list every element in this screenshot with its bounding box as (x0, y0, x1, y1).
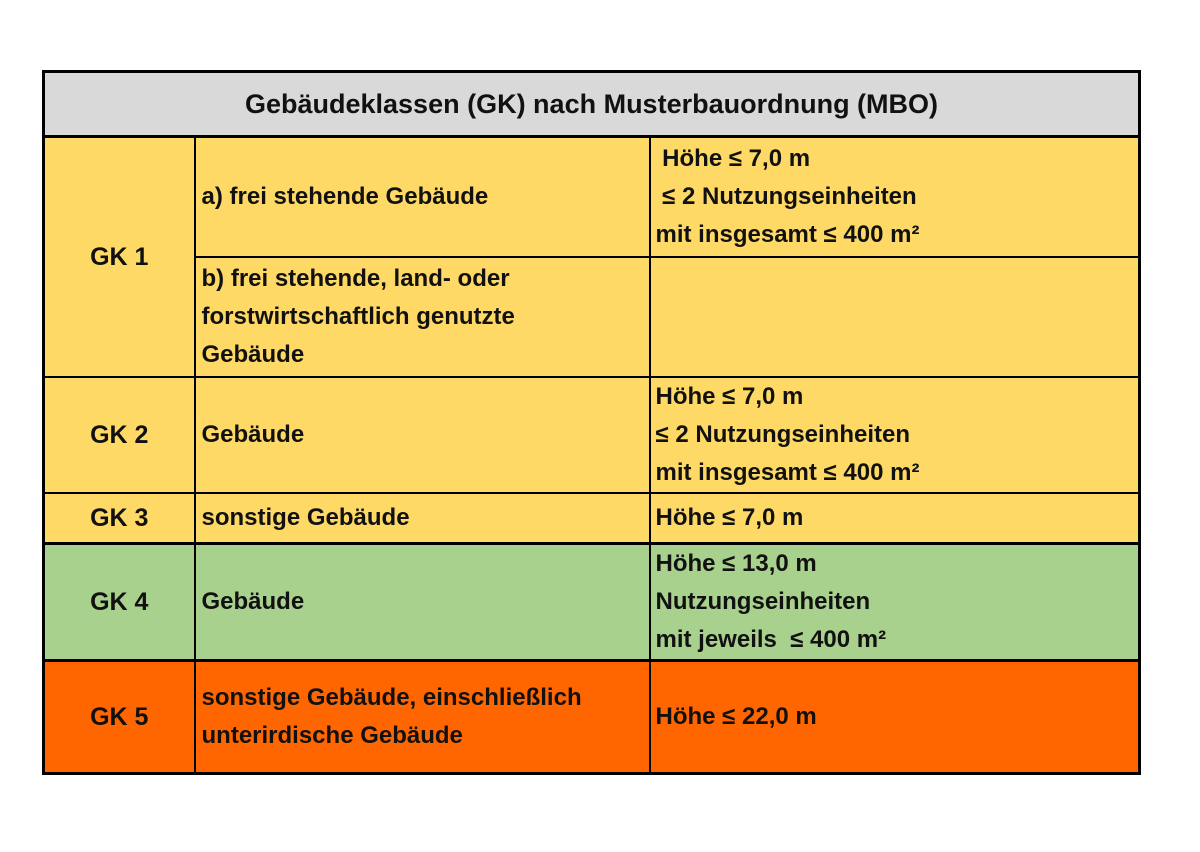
gk1-b-building-line: b) frei stehende, land- oder (201, 264, 510, 292)
gk4-req-area: mit jeweils ≤ 400 m² (655, 626, 887, 653)
gk1-b-requirements (650, 257, 1140, 377)
gk4-req-height: Höhe ≤ 13,0 m (655, 550, 817, 577)
gk2-req-height: Höhe ≤ 7,0 m (655, 382, 804, 410)
building-class-table (42, 70, 1141, 775)
gk3-building: sonstige Gebäude (195, 493, 650, 544)
gk5-label: GK 5 (44, 661, 195, 774)
gk4-label: GK 4 (44, 544, 195, 661)
gk1-a-building: a) frei stehende Gebäude (195, 137, 650, 257)
gk4-requirements (650, 544, 1140, 661)
table-title: Gebäudeklassen (GK) nach Musterbauordnung (MBO) (44, 72, 1140, 137)
gk5-building (195, 661, 650, 774)
gk1-label: GK 1 (44, 137, 195, 377)
gk4-building: Gebäude (195, 544, 650, 661)
gk1-req-height: Höhe ≤ 7,0 m (655, 144, 811, 172)
gk1-row-a (44, 137, 1140, 257)
gk2-requirements (650, 377, 1140, 493)
gk4-row (44, 544, 1140, 661)
gk2-row (44, 377, 1140, 493)
gk2-label: GK 2 (44, 377, 195, 493)
gk1-b-building-line: forstwirtschaftlich genutzte (201, 302, 515, 330)
gk1-row-b (44, 257, 1140, 377)
gk1-b-building (195, 257, 650, 377)
gk3-requirements: Höhe ≤ 7,0 m (650, 493, 1140, 544)
gk2-req-area: mit insgesamt ≤ 400 m² (655, 458, 920, 486)
gk5-requirements: Höhe ≤ 22,0 m (650, 661, 1140, 774)
gk5-row (44, 661, 1140, 774)
gk5-building-line: sonstige Gebäude, einschließlich (201, 684, 582, 711)
gk5-building-line: unterirdische Gebäude (201, 722, 463, 749)
gk2-req-units: ≤ 2 Nutzungseinheiten (655, 420, 911, 448)
gk1-req-area: mit insgesamt ≤ 400 m² (655, 220, 920, 248)
gk1-a-requirements (650, 137, 1140, 257)
gk1-b-building-line: Gebäude (201, 340, 305, 368)
table-header-row (44, 72, 1140, 137)
gk3-row (44, 493, 1140, 544)
gk3-label: GK 3 (44, 493, 195, 544)
gk2-building: Gebäude (195, 377, 650, 493)
gk4-req-units: Nutzungseinheiten (655, 588, 871, 615)
gk1-req-units: ≤ 2 Nutzungseinheiten (655, 182, 917, 210)
